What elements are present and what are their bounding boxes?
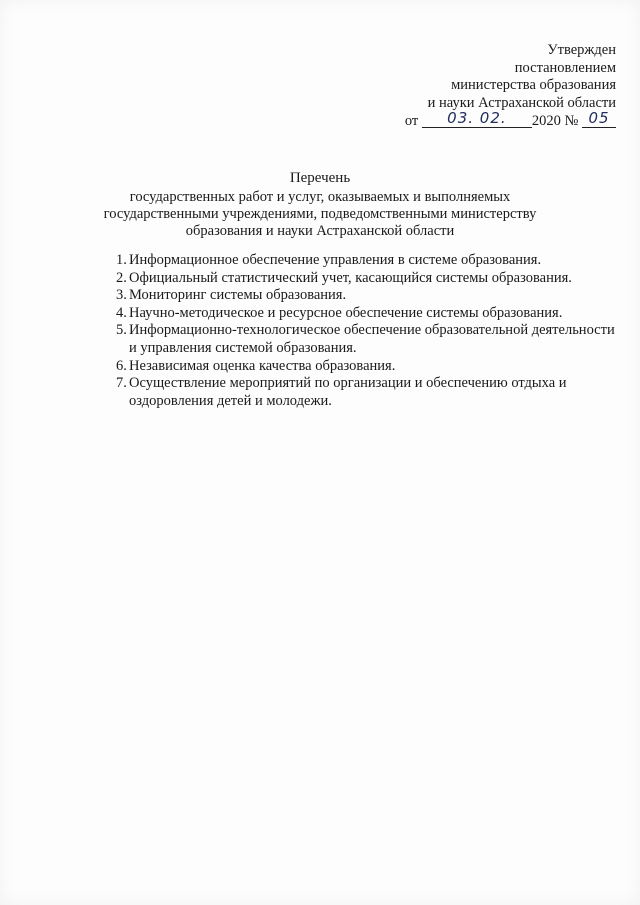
title-line-3: образования и науки Астраханской области <box>185 223 455 239</box>
list-item-number: 6. <box>116 357 127 374</box>
list-item <box>116 270 626 288</box>
title-line-2: государственными учреждениями, подведомственными министерству <box>103 206 537 222</box>
list-item <box>116 358 626 376</box>
number-fill <box>582 109 616 128</box>
list-item <box>116 322 626 357</box>
approval-line-2: постановлением <box>514 59 616 76</box>
document-heading: Перечень <box>289 170 351 186</box>
list-item-number: 4. <box>116 304 127 321</box>
title-block <box>0 170 640 240</box>
list-item-text: Информационное обеспечение управления в системе образования. <box>129 252 542 268</box>
handwritten-number: 05 <box>588 109 610 127</box>
year-number-label: 2020 № <box>531 113 579 129</box>
list-item-text: Независимая оценка качества образования. <box>129 357 396 374</box>
approval-date-line <box>404 109 616 131</box>
approval-line-3: министерства образования <box>451 77 616 93</box>
list-item-text: Мониторинг системы образования. <box>129 287 347 304</box>
title-line-1: государственных работ и услуг, оказываемых и выполняемых <box>129 189 511 205</box>
list-item <box>116 375 626 410</box>
list-item-number: 3. <box>116 287 127 304</box>
list-item-text: Официальный статистический учет, касающийся системы образования. <box>129 269 572 286</box>
approval-block <box>405 42 616 131</box>
list-item-number: 1. <box>116 252 127 268</box>
list-item <box>116 252 626 270</box>
list-item-text: Информационно-технологическое обеспечение образовательной деятельности и управления системой образования. <box>129 322 615 356</box>
list-item-number: 5. <box>116 322 127 339</box>
handwritten-date: 03. 02. <box>447 109 507 127</box>
list-item-number: 2. <box>116 269 127 286</box>
date-prefix: от <box>404 113 419 129</box>
list-item <box>116 287 626 305</box>
date-fill <box>422 109 532 128</box>
services-list <box>116 252 626 410</box>
list-item <box>116 305 626 323</box>
list-item-text: Научно-методическое и ресурсное обеспечение системы образования. <box>129 304 563 321</box>
list-item-text: Осуществление мероприятий по организации и обеспечению отдыха и оздоровления детей и молодежи. <box>129 375 567 409</box>
approval-line-1: Утвержден <box>547 42 616 58</box>
approval-line-4: и науки Астраханской области <box>427 94 616 111</box>
list-item-number: 7. <box>116 375 127 392</box>
